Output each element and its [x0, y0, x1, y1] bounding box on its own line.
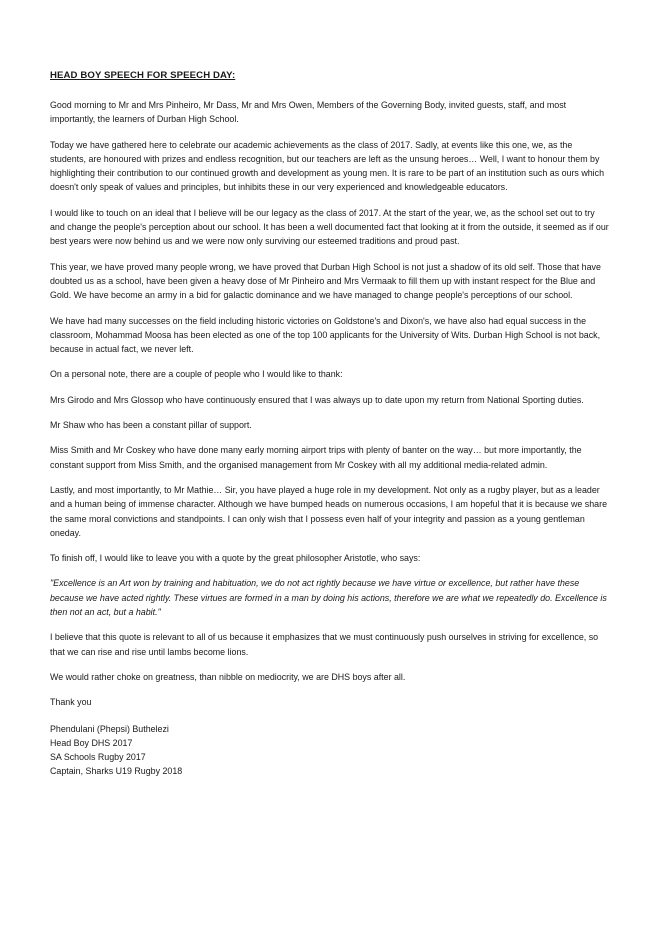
paragraph-thanks-mathie: Lastly, and most importantly, to Mr Mathie… Sir, you have played a huge role in my development. Not only as a rugby player, but as a leader and a human being of immense character. Although we have bumped heads on numerous occasions, I am hopeful that it is because we share the same moral convictions and standpoints. I can only wish that I possess even half of your integrity and passion as a young gentleman oneday. — [50, 484, 607, 538]
aristotle-quote: "Excellence is an Art won by training and habituation, we do not act rightly because we have virtue or excellence, but rather have these because we have acted rightly. These virtues are formed in a man by doing his actions, therefore we are what we repeatedly do. Excellence is then not an act, but a habit." — [50, 578, 607, 618]
speech-document — [50, 70, 610, 779]
signature-name: Phendulani (Phepsi) Buthelezi — [50, 723, 169, 734]
paragraph-legacy: I would like to touch on an ideal that I believe will be our legacy as the class of 2017. At the start of the year, we, as the school set out to try and change the people's perception about our school. It has been a well documented fact that looking at it from the outside, it seemed as if our best years were now behind us and we were now only surviving our esteemed traditions and proud past. — [50, 207, 609, 247]
paragraph-dhs-boys: We would rather choke on greatness, than nibble on mediocrity, we are DHS boys after all. — [50, 671, 406, 682]
signature-title-sa-schools: SA Schools Rugby 2017 — [50, 752, 146, 763]
paragraph-quote-intro: To finish off, I would like to leave you with a quote by the great philosopher Aristotle, who says: — [50, 553, 421, 564]
paragraph-proved-wrong: This year, we have proved many people wrong, we have proved that Durban High School is not just a shadow of its old self. Those that have doubted us as a school, have been given a heavy dose of Mr Pinheiro and Mrs Vermaak to fill them up with instant respect for the Blue and Gold. We have become an army in a bid for galactic dominance and we have managed to change people's perceptions of our school. — [50, 261, 601, 301]
paragraph-successes: We have had many successes on the field including historic victories on Goldstone's and Dixon's, we have also had equal success in the classroom, Mohammad Moosa has been elected as one of the top 100 applicants for the University of Wits. Durban High School is not back, because in actual fact, we never left. — [50, 315, 601, 355]
signature-title-head-boy: Head Boy DHS 2017 — [50, 737, 133, 748]
signature-title-captain: Captain, Sharks U19 Rugby 2018 — [50, 766, 183, 777]
signature-block — [50, 722, 610, 779]
paragraph-personal-note: On a personal note, there are a couple of people who I would like to thank: — [50, 369, 343, 380]
paragraph-thanks-smith-coskey: Miss Smith and Mr Coskey who have done many early morning airport trips with plenty of banter on the way… but more importantly, the constant support from Miss Smith, and the organised management from Mr Coskey with all my additional media-related admin. — [50, 445, 582, 470]
paragraph-greeting: Good morning to Mr and Mrs Pinheiro, Mr Dass, Mr and Mrs Owen, Members of the Governing Body, invited guests, staff, and most importantly, the learners of Durban High School. — [50, 100, 567, 125]
paragraph-quote-relevance: I believe that this quote is relevant to all of us because it emphasizes that we must continuously push ourselves in striving for excellence, so that we can rise and rise until lambs become lions. — [50, 632, 599, 657]
document-title: HEAD BOY SPEECH FOR SPEECH DAY: — [50, 70, 236, 81]
thank-you-line: Thank you — [50, 697, 92, 708]
paragraph-thanks-shaw: Mr Shaw who has been a constant pillar of support. — [50, 420, 252, 431]
paragraph-thanks-girodo-glossop: Mrs Girodo and Mrs Glossop who have continuously ensured that I was always up to date upon my return from National Sporting duties. — [50, 394, 584, 405]
paragraph-celebration: Today we have gathered here to celebrate our academic achievements as the class of 2017. Sadly, at events like this one, we, as the students, are honoured with prizes and endless recognition, but our teachers are left as the unsung heroes… Well, I want to honour them by highlighting their contribution to our continued growth and development as young men. It is rare to be part of an institution such as ours which doesn't only speak of values and principles, but inhibits these in our very experienced and knowledgeable educators. — [50, 139, 605, 193]
